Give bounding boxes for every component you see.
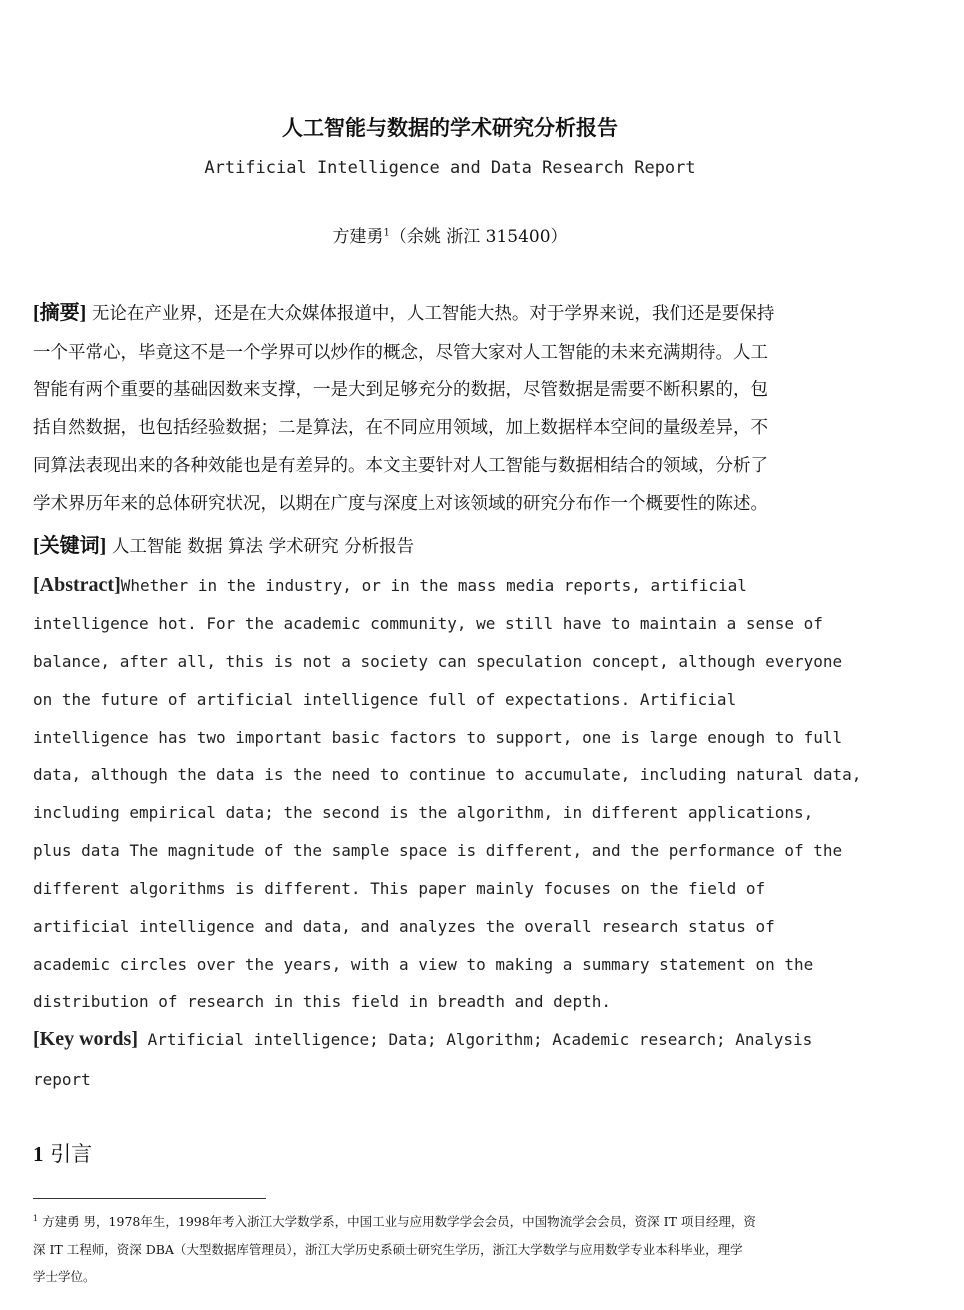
- abstract-en-line: intelligence hot. For the academic community, we still have to maintain a sense of: [33, 614, 823, 633]
- author-name: 方建勇: [332, 227, 384, 247]
- abstract-en-line: including empirical data; the second is the algorithm, in different applications,: [33, 803, 814, 822]
- footnote-line: 学士学位。: [33, 1269, 96, 1284]
- abstract-cn-line: [摘要] 无论在产业界，还是在大众媒体报道中，人工智能大热。对于学界来说，我们还是要保持: [33, 302, 775, 324]
- keywords-en-line: report: [33, 1070, 91, 1089]
- abstract-en-line: intelligence has two important basic factors to support, one is large enough to full: [33, 728, 843, 747]
- abstract-en-line: data, although the data is the need to continue to accumulate, including natural data,: [33, 765, 862, 784]
- abstract-en-line: artificial intelligence and data, and analyzes the overall research status of: [33, 917, 775, 936]
- abstract-en-line: on the future of artificial intelligence full of expectations. Artificial: [33, 690, 737, 709]
- abstract-en-label: [Abstract]: [33, 574, 121, 596]
- abstract-cn-line: 一个平常心，毕竟这不是一个学界可以炒作的概念，尽管大家对人工智能的未来充满期待。人工: [33, 343, 768, 363]
- author-affiliation: （余姚 浙江 315400）: [389, 227, 568, 247]
- footnote-divider: [33, 1198, 266, 1199]
- abstract-cn-line: 智能有两个重要的基础因数来支撑，一是大到足够充分的数据，尽管数据是需要不断积累的，包: [33, 380, 768, 400]
- keywords-cn: [33, 529, 414, 558]
- abstract-en-line: [Abstract]Whether in the industry, or in the mass media reports, artificial: [33, 574, 747, 596]
- abstract-cn-line: 括自然数据，也包括经验数据；二是算法，在不同应用领域，加上数据样本空间的量级差异，不: [33, 418, 768, 438]
- section-title: 引言: [50, 1142, 93, 1166]
- keywords-cn-text: 人工智能 数据 算法 学术研究 分析报告: [111, 537, 415, 557]
- keywords-en-label: [Key words]: [33, 1028, 138, 1050]
- keywords-cn-label: [关键词]: [33, 535, 107, 557]
- abstract-cn-line: 同算法表现出来的各种效能也是有差异的。本文主要针对人工智能与数据相结合的领域，分析了: [33, 456, 768, 476]
- abstract-en-line: different algorithms is different. This paper mainly focuses on the field of: [33, 879, 766, 898]
- abstract-en-line: distribution of research in this field in breadth and depth.: [33, 992, 611, 1011]
- section-heading: [33, 1138, 92, 1168]
- author-line: [0, 222, 900, 247]
- abstract-cn-line: 学术界历年来的总体研究状况，以期在广度与深度上对该领域的研究分布作一个概要性的陈述。: [33, 494, 768, 514]
- abstract-cn-label: [摘要]: [33, 302, 87, 324]
- footnote-mark: 1: [33, 1213, 39, 1223]
- abstract-en-line: academic circles over the years, with a view to making a summary statement on the: [33, 955, 814, 974]
- section-number: 1: [33, 1142, 44, 1166]
- footnote-line: $^1$ 方建勇 男，1978年生，1998年考入浙江大学数学系，中国工业与应用数学学会会员，中国物流学会会员，资深 IT 项目经理，资: [33, 1213, 756, 1229]
- keywords-en-line: [Key words] Artificial intelligence; Data; Algorithm; Academic research; Analysis: [33, 1028, 813, 1050]
- paper-title: 人工智能与数据的学术研究分析报告: [282, 115, 618, 140]
- abstract-en-line: plus data The magnitude of the sample space is different, and the performance of the: [33, 841, 843, 860]
- abstract-en-line: balance, after all, this is not a society can speculation concept, although everyone: [33, 652, 843, 671]
- footnote-line: 深 IT 工程师，资深 DBA（大型数据库管理员），浙江大学历史系硕士研究生学历，浙江大学数学与应用数学专业本科毕业，理学: [33, 1242, 743, 1257]
- paper-subtitle: Artificial Intelligence and Data Research Report: [204, 158, 696, 178]
- author-footnote-mark: 1: [383, 227, 390, 239]
